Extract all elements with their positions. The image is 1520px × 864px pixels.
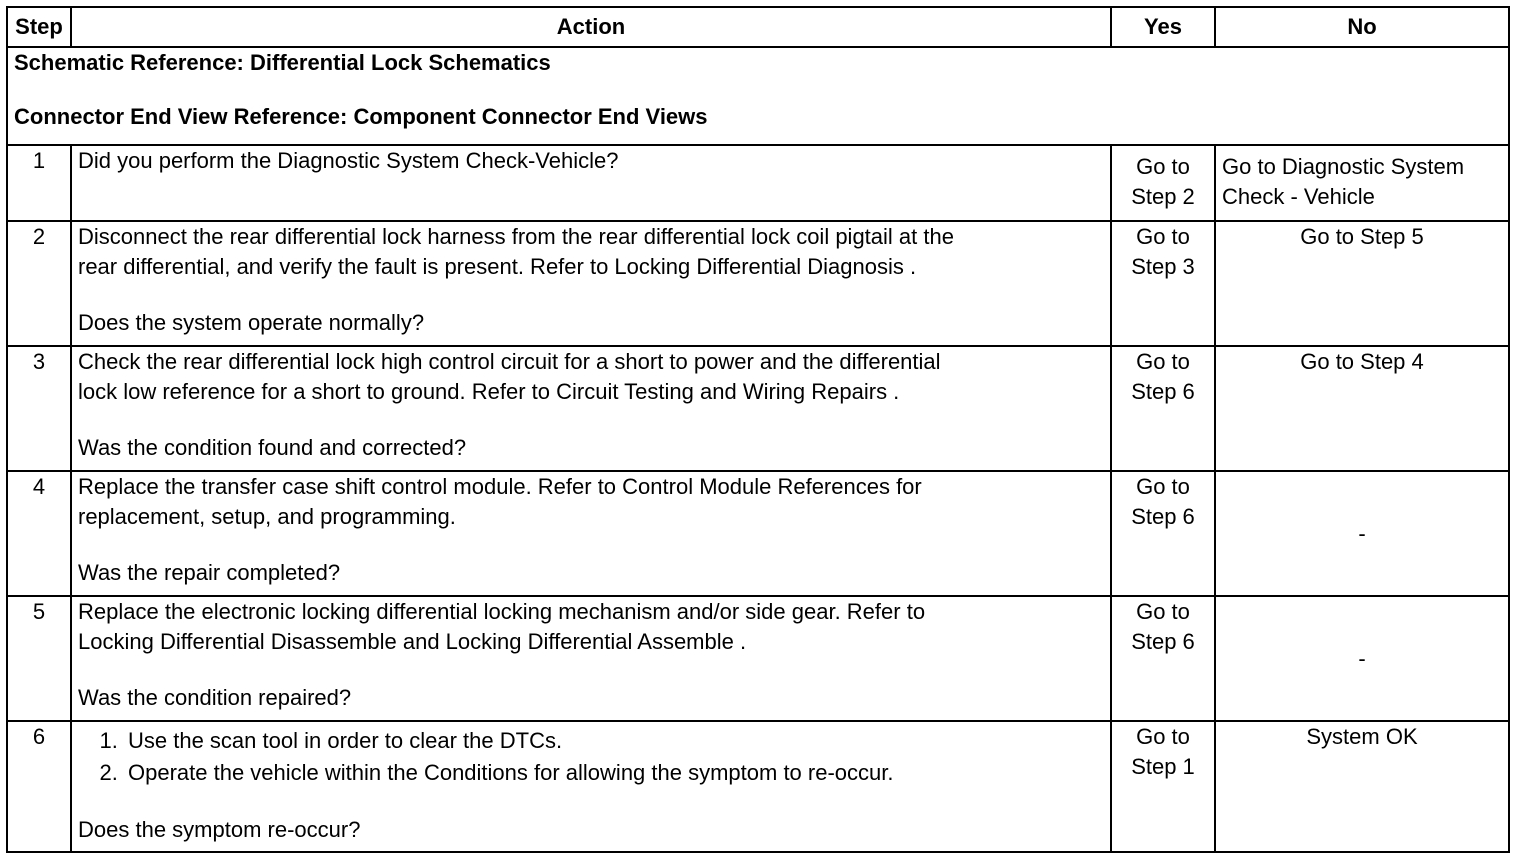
yes-cell [1111,346,1215,471]
reference-cell [7,47,1509,145]
table-row [7,471,1509,596]
step-number: 2 [7,221,71,346]
no-text: Go to Diagnostic System [1222,154,1465,179]
no-cell [1215,471,1509,596]
yes-cell [1111,471,1215,596]
table-row [7,721,1509,852]
no-text: Go to Step 4 [1300,349,1424,374]
yes-cell [1111,721,1215,852]
list-item: 2. Operate the vehicle within the Conditions for allowing the symptom to re-occur. [124,757,1104,789]
yes-text: Step 6 [1131,379,1195,404]
yes-cell [1111,596,1215,721]
header-action: Action [71,7,1111,47]
action-text: Check the rear differential lock high control circuit for a short to power and the differential [78,349,941,374]
step-number: 4 [7,471,71,596]
step-number: 6 [7,721,71,852]
connector-reference: Connector End View Reference: Component Connector End Views [14,104,708,129]
step-number: 1 [7,145,71,221]
yes-text: Go to [1136,599,1190,624]
yes-text: Step 1 [1131,754,1195,779]
yes-text: Go to [1136,474,1190,499]
yes-text: Step 6 [1131,504,1195,529]
action-cell [71,596,1111,721]
table-row [7,145,1509,221]
header-step: Step [7,7,71,47]
no-cell [1215,221,1509,346]
no-cell [1215,145,1509,221]
table-row [7,346,1509,471]
table-row [7,596,1509,721]
no-cell [1215,596,1509,721]
yes-text: Go to [1136,724,1190,749]
action-cell [71,721,1111,852]
table-row [7,221,1509,346]
yes-text: Go to [1136,349,1190,374]
action-text: Disconnect the rear differential lock harness from the rear differential lock coil pigtail at the [78,224,954,249]
no-text: - [1358,520,1366,546]
step-number: 5 [7,596,71,721]
action-cell [71,471,1111,596]
yes-text: Step 2 [1131,184,1195,209]
action-cell [71,145,1111,221]
action-cell [71,346,1111,471]
step-number: 3 [7,346,71,471]
reference-row [7,47,1509,145]
header-no: No [1215,7,1509,47]
no-text: System OK [1306,724,1418,749]
action-text: Did you perform the Diagnostic System Check-Vehicle? [78,148,619,173]
action-text: Replace the electronic locking differential locking mechanism and/or side gear. Refer to [78,599,926,624]
action-text: rear differential, and verify the fault is present. Refer to Locking Differential Diagnosis . [78,254,917,279]
yes-text: Go to [1136,154,1190,179]
question-text: Does the system operate normally? [78,310,425,335]
action-text: Locking Differential Disassemble and Locking Differential Assemble . [78,629,747,654]
no-cell [1215,346,1509,471]
yes-text: Step 3 [1131,254,1195,279]
header-row [7,7,1509,47]
yes-text: Go to [1136,224,1190,249]
no-text: Check - Vehicle [1222,184,1375,209]
action-text: replacement, setup, and programming. [78,504,456,529]
yes-cell [1111,145,1215,221]
yes-text: Step 6 [1131,629,1195,654]
question-text: Was the condition found and corrected? [78,435,467,460]
action-cell [71,221,1111,346]
question-text: Was the repair completed? [78,560,341,585]
action-list [78,725,1104,789]
list-item: 1. Use the scan tool in order to clear the DTCs. [124,725,1104,757]
yes-cell [1111,221,1215,346]
header-yes: Yes [1111,7,1215,47]
question-text: Does the symptom re-occur? [78,817,361,842]
schematic-reference: Schematic Reference: Differential Lock Schematics [14,50,551,75]
question-text: Was the condition repaired? [78,685,352,710]
action-text: lock low reference for a short to ground. Refer to Circuit Testing and Wiring Repairs . [78,379,900,404]
diagnostic-table [6,6,1510,853]
no-text: - [1358,645,1366,671]
no-cell [1215,721,1509,852]
action-text: Replace the transfer case shift control module. Refer to Control Module References for [78,474,922,499]
no-text: Go to Step 5 [1300,224,1424,249]
